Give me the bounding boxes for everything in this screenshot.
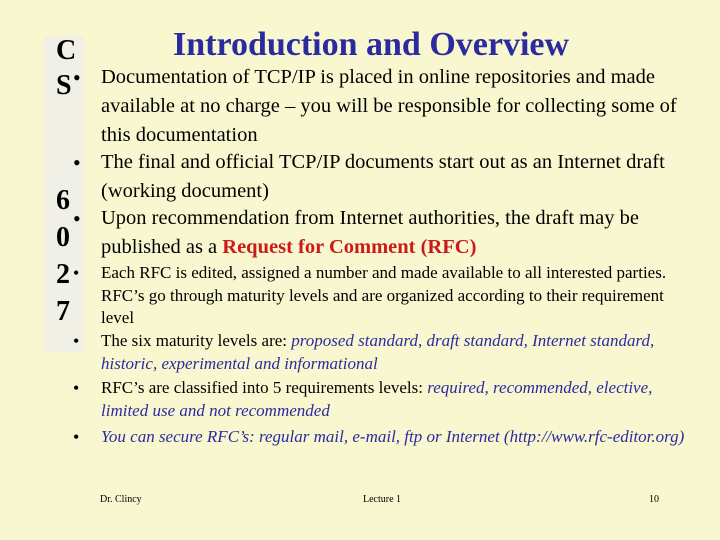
footer-author: Dr. Clincy <box>100 494 142 505</box>
bullet-item <box>73 262 701 330</box>
bullet-text: The six maturity levels are: <box>101 331 292 350</box>
requirement-levels-text: required, recommended, elective, limited use and not recommended <box>101 378 653 420</box>
bullet-item <box>73 148 701 206</box>
slide-title: Introduction and Overview <box>173 26 570 63</box>
bullet-marker: • <box>73 206 81 231</box>
sidebar-letter: S <box>56 70 72 101</box>
bullet-marker: • <box>73 331 80 351</box>
sidebar-letter: 2 <box>56 259 70 290</box>
bullet-item <box>73 377 701 422</box>
bullet-marker: • <box>73 65 81 90</box>
bullet-item <box>73 330 701 375</box>
secure-rfc-text: You can secure RFC’s: regular mail, e-mail, ftp or Internet (http://www.rfc-editor.org) <box>101 427 685 446</box>
bullet-marker: • <box>73 378 80 398</box>
bullet-text: Each RFC is edited, assigned a number and made available to all interested parties. RFC’s go through maturity levels and are organized according to their requirement level <box>101 263 667 327</box>
footer-page-number: 10 <box>649 494 659 505</box>
maturity-levels-text: proposed standard, draft standard, Internet standard, historic, experimental and informational <box>101 331 655 373</box>
bullet-marker: • <box>73 150 81 175</box>
bullet-item <box>73 204 701 262</box>
footer-lecture: Lecture 1 <box>363 494 402 505</box>
bullet-item <box>73 426 701 449</box>
sidebar-letter: 6 <box>56 185 70 216</box>
bullet-marker: • <box>73 263 80 283</box>
sidebar-letter: 0 <box>56 222 70 253</box>
bullet-marker: • <box>73 427 80 447</box>
bullet-item <box>73 63 701 150</box>
sidebar-letter: C <box>56 35 77 66</box>
bullet-text: Documentation of TCP/IP is placed in online repositories and made available at no charge – you will be responsible for collecting some of this documentation <box>101 66 677 146</box>
bullet-text: RFC’s are classified into 5 requirements levels: <box>101 378 428 397</box>
bullet-text: Upon recommendation from Internet authorities, the draft may be published as a <box>101 207 639 258</box>
rfc-highlight: Request for Comment (RFC) <box>222 236 477 258</box>
sidebar-letter: 7 <box>56 296 70 327</box>
bullet-text: The final and official TCP/IP documents start out as an Internet draft (working document) <box>101 151 665 202</box>
